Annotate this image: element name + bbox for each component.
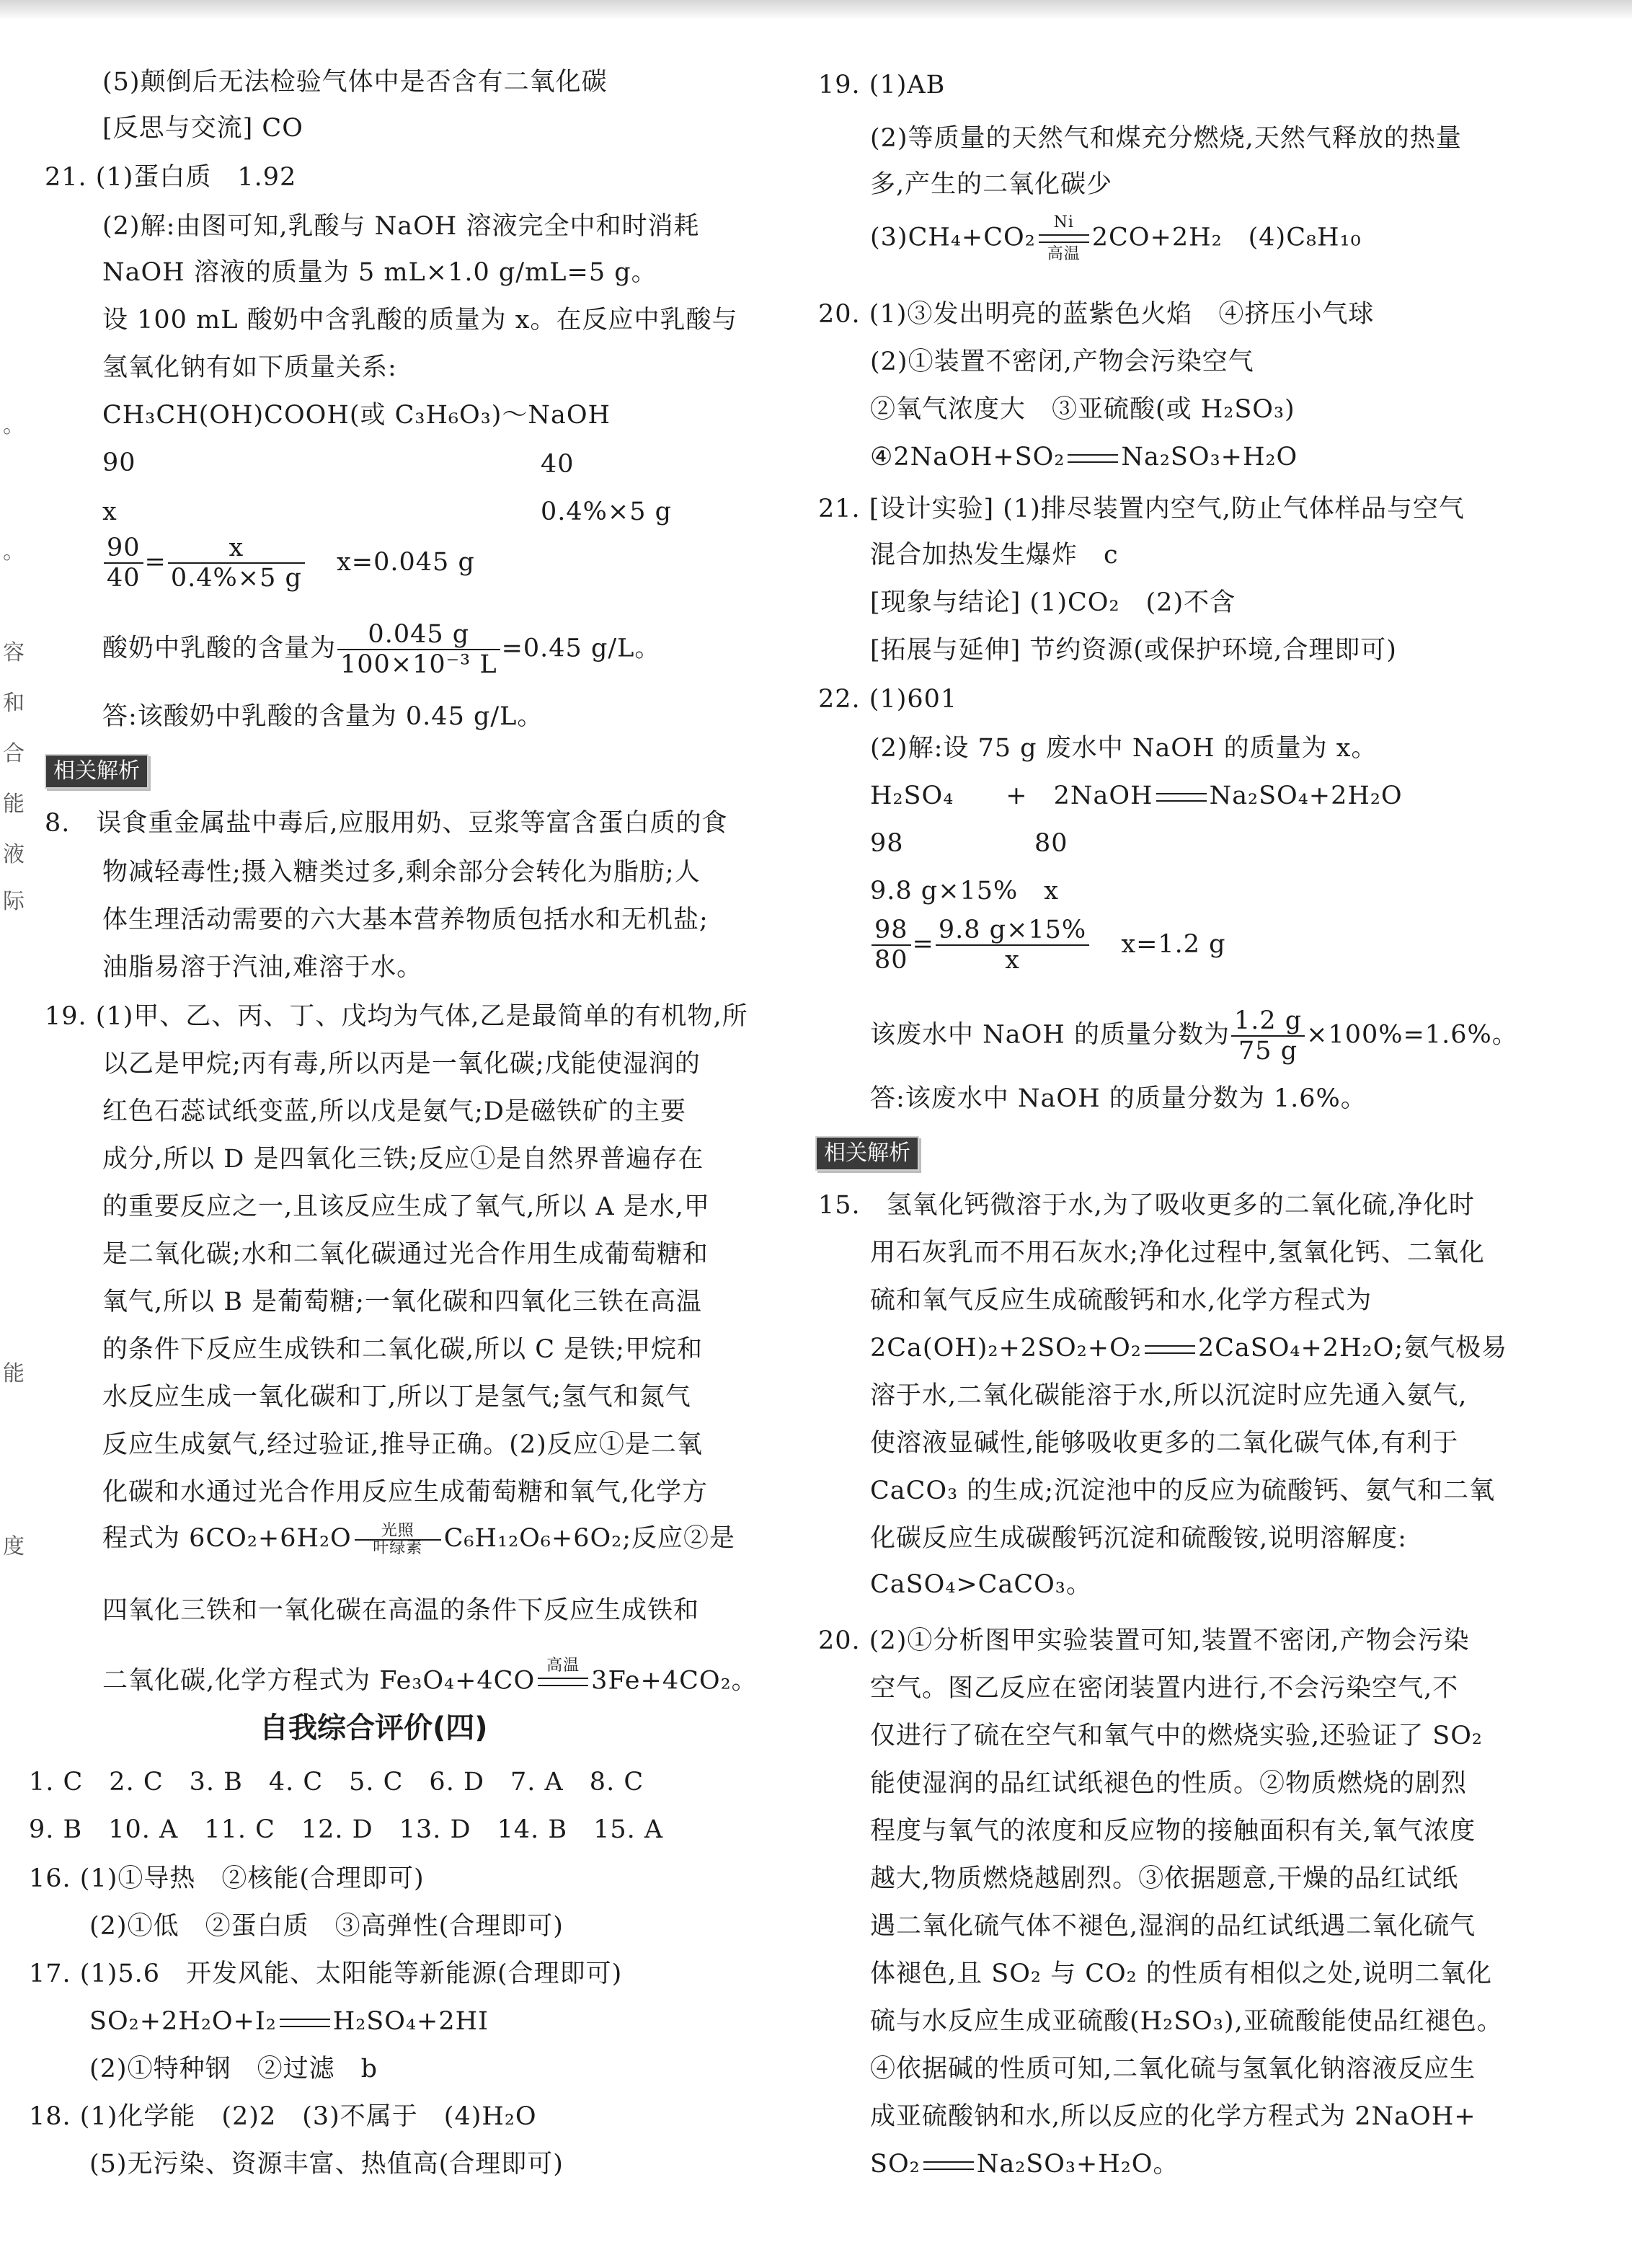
section-title: 自我综合评价(四)	[260, 1711, 488, 1745]
analysis-line: 油脂易溶于汽油,难溶于水。	[102, 953, 423, 982]
analysis-line: 程度与氧气的浓度和反应物的接触面积有关,氧气浓度	[870, 1817, 1476, 1846]
equation-line: 2Ca(OH)₂+2SO₂+O₂ 2CaSO₄+2H₂O;氨气极易	[870, 1334, 1508, 1363]
analysis-line: CaSO₄>CaCO₃。	[870, 1570, 1092, 1599]
analysis-line: 用石灰乳而不用石灰水;净化过程中,氢氧化钙、二氧化	[870, 1239, 1485, 1267]
answer-line: (2)解:设 75 g 废水中 NaOH 的质量为 x。	[870, 734, 1378, 763]
equation-line: ④2NaOH+SO₂ Na₂SO₃+H₂O	[870, 443, 1298, 471]
answer-line: (2)①装置不密闭,产物会污染空气	[870, 347, 1254, 376]
analysis-line: 15. 氢氧化钙微溶于水,为了吸收更多的二氧化硫,净化时	[818, 1191, 1475, 1220]
multiple-choice-answers: 9. B 10. A 11. C 12. D 13. D 14. B 15. A	[29, 1815, 664, 1844]
known-mass: 0.4%×5 g	[541, 497, 673, 526]
equals-sign	[923, 2161, 974, 2170]
analysis-line: 四氧化三铁和一氧化碳在高温的条件下反应生成铁和	[102, 1596, 700, 1625]
answer-line: NaOH 溶液的质量为 5 mL×1.0 g/mL=5 g。	[102, 258, 657, 287]
analysis-line: 体生理活动需要的六大基本营养物质包括水和无机盐;	[102, 905, 709, 934]
fraction: $\frac{1.2 g}{75 g}$	[1231, 1006, 1305, 1066]
analysis-line: 遇二氧化硫气体不褪色,湿润的品红试纸遇二氧化硫气	[870, 1912, 1476, 1941]
reaction-condition: Ni 高温	[1039, 215, 1089, 262]
analysis-line: CaCO₃ 的生成;沉淀池中的反应为硫酸钙、氨气和二氧	[870, 1476, 1496, 1505]
fraction: $\frac{90}{40}$	[104, 533, 143, 593]
answer-line: [反思与交流] CO	[102, 114, 303, 143]
edge-mark: 能	[3, 792, 25, 817]
answer-line: 17. (1)5.6 开发风能、太阳能等新能源(合理即可)	[29, 1959, 623, 1988]
answer-line: 19. (1)AB	[818, 71, 946, 99]
fraction: $\frac{9.8 g\times 15\%}{x}$	[936, 916, 1089, 975]
analysis-line: 8. 误食重金属盐中毒后,应服用奶、豆浆等富含蛋白质的食	[45, 809, 728, 838]
answer-line: ②氧气浓度大 ③亚硫酸(或 H₂SO₃)	[870, 395, 1295, 424]
analysis-line: 成分,所以 D 是四氧化三铁;反应①是自然界普遍存在	[102, 1145, 704, 1174]
equation-line: SO₂ Na₂SO₃+H₂O。	[870, 2150, 1179, 2179]
content-line: 酸奶中乳酸的含量为 $\frac{0.045 g}{\text{100×10⁻³ L}}$ =0.45 g/L。	[102, 620, 661, 679]
reaction-arrow: 光照 叶绿素	[355, 1523, 441, 1556]
analysis-line: 氧气,所以 B 是葡萄糖;一氧化碳和四氧化三铁在高温	[102, 1288, 702, 1316]
answer-line: [现象与结论] (1)CO₂ (2)不含	[870, 588, 1236, 617]
fraction: $\frac{98}{80}$	[872, 916, 911, 975]
analysis-line: 能使湿润的品红试纸褪色的性质。②物质燃烧的剧烈	[870, 1769, 1468, 1798]
equals-sign	[1068, 454, 1118, 463]
mass-ratio: 98	[870, 829, 904, 858]
multiple-choice-answers: 1. C 2. C 3. B 4. C 5. C 6. D 7. A 8. C	[29, 1768, 644, 1797]
analysis-line: 红色石蕊试纸变蓝,所以戊是氨气;D是磁铁矿的主要	[102, 1097, 686, 1126]
answer-line: 22. (1)601	[818, 685, 958, 714]
equals-sign	[280, 2019, 330, 2027]
equation-line: 二氧化碳,化学方程式为 Fe₃O₄+4CO 高温 3Fe+4CO₂。	[102, 1658, 758, 1706]
equation-line: H₂SO₄ + 2NaOH Na₂SO₄+2H₂O	[870, 781, 1403, 810]
equation-line: CH₃CH(OH)COOH(或 C₃H₆O₃)～NaOH	[102, 401, 611, 430]
unknown: x	[102, 497, 117, 526]
analysis-line: 硫与水反应生成亚硫酸(H₂SO₃),亚硫酸能使品红褪色。	[870, 2007, 1503, 2036]
known-mass: 9.8 g×15% x	[870, 877, 1060, 905]
edge-mark: 和	[3, 691, 25, 716]
equals-sign	[1156, 793, 1207, 802]
analysis-line: 以乙是甲烷;丙有毒,所以丙是一氧化碳;戊能使湿润的	[102, 1050, 701, 1078]
mass-ratio: 40	[541, 450, 575, 479]
analysis-line: 的重要反应之一,且该反应生成了氧气,所以 A 是水,甲	[102, 1192, 710, 1221]
answer-conclusion: 答:该酸奶中乳酸的含量为 0.45 g/L。	[102, 702, 544, 731]
answer-line: (2)解:由图可知,乳酸与 NaOH 溶液完全中和时消耗	[102, 212, 700, 241]
edge-mark: 合	[3, 741, 25, 766]
edge-mark: 。	[3, 413, 25, 438]
analysis-line: 20. (2)①分析图甲实验装置可知,装置不密闭,产物会污染	[818, 1626, 1470, 1655]
analysis-line: 成亚硫酸钠和水,所以反应的化学方程式为 2NaOH+	[870, 2102, 1476, 2131]
analysis-line: 使溶液显碱性,能够吸收更多的二氧化碳气体,有利于	[870, 1429, 1459, 1458]
answer-line: 混合加热发生爆炸 c	[870, 541, 1119, 570]
analysis-line: 空气。图乙反应在密闭装置内进行,不会污染空气,不	[870, 1674, 1459, 1703]
answer-line: [拓展与延伸] 节约资源(或保护环境,合理即可)	[870, 636, 1397, 665]
analysis-line: 仅进行了硫在空气和氧气中的燃烧实验,还验证了 SO₂	[870, 1722, 1483, 1750]
proportion-equation: $\frac{98}{80}$ = $\frac{9.8 g\times 15\%}{x}$ x=1.2 g	[870, 916, 1226, 975]
analysis-line: 反应生成氨气,经过验证,推导正确。(2)反应①是二氧	[102, 1430, 703, 1459]
equation-line: (3)CH₄+CO₂ Ni 高温 2CO+2H₂ (4)C₈H₁₀	[870, 213, 1362, 263]
mass-ratio: 90	[102, 448, 136, 477]
analysis-line: ④依据碱的性质可知,二氧化硫与氢氧化钠溶液反应生	[870, 2055, 1476, 2083]
answer-line: 多,产生的二氧化碳少	[870, 170, 1113, 199]
answer-conclusion: 答:该废水中 NaOH 的质量分数为 1.6%。	[870, 1084, 1367, 1113]
related-analysis-tag: 相关解析	[815, 1136, 919, 1171]
fraction: $\frac{x}{0.4\%\times 5 g}$	[168, 533, 305, 593]
answer-line: (5)无污染、资源丰富、热值高(合理即可)	[89, 2150, 564, 2179]
edge-mark: 度	[3, 1534, 25, 1559]
mass-ratio: 80	[1034, 829, 1068, 858]
answer-line: 20. (1)③发出明亮的蓝紫色火焰 ④挤压小气球	[818, 300, 1375, 329]
equation-line: 程式为 6CO₂+6H₂O 光照 叶绿素 C₆H₁₂O₆+6O₂;反应②是	[102, 1521, 735, 1557]
equation-line: SO₂+2H₂O+I₂ H₂SO₄+2HI	[89, 2007, 489, 2036]
answer-line: 21. [设计实验] (1)排尽装置内空气,防止气体样品与空气	[818, 495, 1465, 523]
page-top-shadow	[0, 0, 1632, 20]
fraction: $\frac{0.045 g}{\text{100×10⁻³ L}}$	[337, 620, 500, 679]
content-line: 该废水中 NaOH 的质量分数为 $\frac{1.2 g}{75 g}$ ×100%=1.6%。	[870, 1006, 1518, 1066]
analysis-line: 化碳和水通过光合作用反应生成葡萄糖和氧气,化学方	[102, 1478, 709, 1507]
answer-line: (2)①特种钢 ②过滤 b	[89, 2055, 378, 2083]
analysis-line: 19. (1)甲、乙、丙、丁、戊均为气体,乙是最简单的有机物,所	[45, 1002, 748, 1031]
related-analysis-tag: 相关解析	[45, 754, 148, 789]
edge-mark: 。	[3, 539, 25, 564]
edge-mark: 能	[3, 1361, 25, 1386]
reaction-condition: 高温	[538, 1658, 588, 1706]
answer-line: 16. (1)①导热 ②核能(合理即可)	[29, 1864, 425, 1893]
analysis-line: 是二氧化碳;水和二氧化碳通过光合作用生成葡萄糖和	[102, 1240, 709, 1269]
analysis-line: 越大,物质燃烧越剧烈。③依据题意,干燥的品红试纸	[870, 1864, 1459, 1893]
question-21-head: 21. (1)蛋白质 1.92	[45, 163, 297, 192]
answer-line: 设 100 mL 酸奶中含乳酸的质量为 x。在反应中乳酸与	[102, 306, 738, 335]
analysis-line: 水反应生成一氧化碳和丁,所以丁是氢气;氢气和氮气	[102, 1383, 691, 1412]
equals-sign	[1145, 1345, 1195, 1354]
edge-mark: 液	[3, 842, 25, 867]
answer-line: (5)颠倒后无法检验气体中是否含有二氧化碳	[102, 68, 608, 97]
answer-line: (2)①低 ②蛋白质 ③高弹性(合理即可)	[89, 1912, 564, 1941]
analysis-line: 的条件下反应生成铁和二氧化碳,所以 C 是铁;甲烷和	[102, 1335, 703, 1364]
edge-mark: 容	[3, 640, 25, 665]
analysis-line: 溶于水,二氧化碳能溶于水,所以沉淀时应先通入氨气,	[870, 1381, 1468, 1410]
edge-mark: 际	[3, 889, 25, 914]
answer-line: 氢氧化钠有如下质量关系:	[102, 353, 397, 382]
answer-line: 18. (1)化学能 (2)2 (3)不属于 (4)H₂O	[29, 2102, 537, 2131]
analysis-line: 硫和氧气反应生成硫酸钙和水,化学方程式为	[870, 1286, 1372, 1315]
proportion-equation: $\frac{90}{40}$ = $\frac{x}{0.4\%\times 5 g}$ x=0.045 g	[102, 533, 475, 593]
analysis-line: 体褪色,且 SO₂ 与 CO₂ 的性质有相似之处,说明二氧化	[870, 1959, 1492, 1988]
analysis-line: 化碳反应生成碳酸钙沉淀和硫酸铵,说明溶解度:	[870, 1524, 1407, 1553]
analysis-line: 物减轻毒性;摄入糖类过多,剩余部分会转化为脂肪;人	[102, 858, 701, 887]
answer-line: (2)等质量的天然气和煤充分燃烧,天然气释放的热量	[870, 124, 1462, 153]
